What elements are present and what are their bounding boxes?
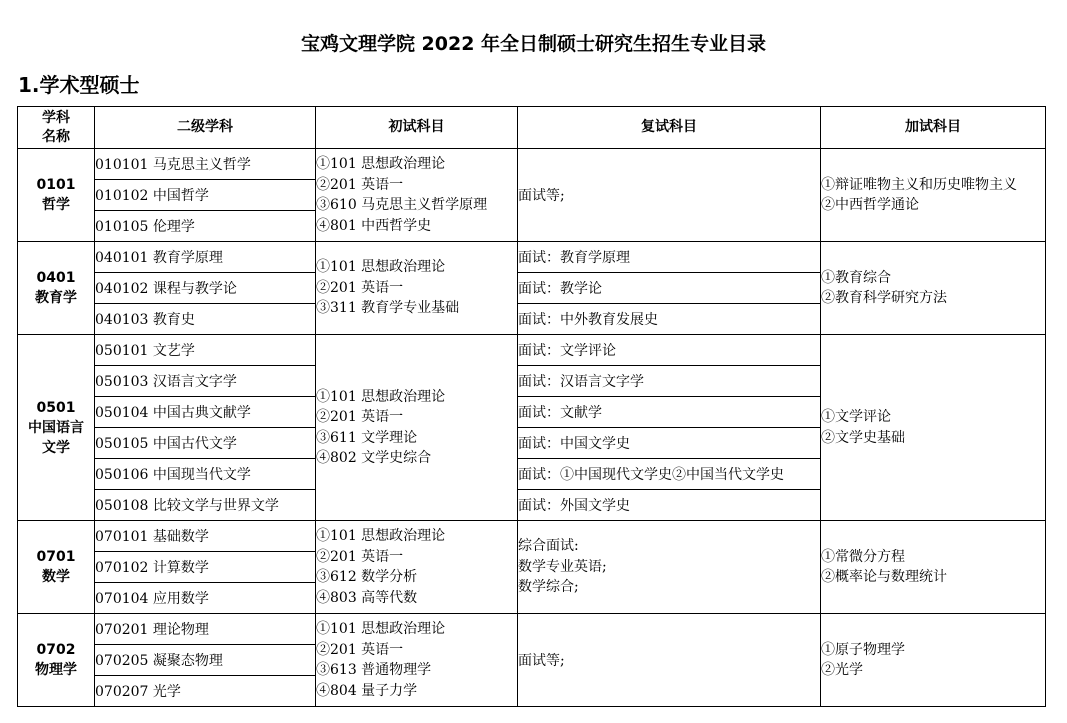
retest-cell: 面试等; [518, 614, 821, 707]
extra-exam-cell: ①教育综合 ②教育科学研究方法 [821, 242, 1046, 335]
sub-discipline-cell: 070207 光学 [95, 676, 316, 707]
extra-exam-cell: ①文学评论 ②文学史基础 [821, 335, 1046, 521]
sub-discipline-cell: 070101 基础数学 [95, 521, 316, 552]
sub-discipline-cell: 070102 计算数学 [95, 552, 316, 583]
table-row [18, 521, 1046, 552]
sub-discipline-cell: 040102 课程与教学论 [95, 273, 316, 304]
sub-discipline-cell: 010105 伦理学 [95, 211, 316, 242]
retest-cell: 面试：汉语言文字学 [518, 366, 821, 397]
sub-discipline-cell: 050101 文艺学 [95, 335, 316, 366]
initial-exam-cell: ①101 思想政治理论 ②201 英语一 ③612 数学分析 ④803 高等代数 [316, 521, 518, 614]
header-retest: 复试科目 [518, 107, 821, 149]
discipline-cell-education: 0401 教育学 [18, 242, 95, 335]
table-row [18, 149, 1046, 180]
sub-discipline-cell: 050108 比较文学与世界文学 [95, 490, 316, 521]
header-initial-exam: 初试科目 [316, 107, 518, 149]
discipline-cell-chinese-literature: 0501 中国语言 文学 [18, 335, 95, 521]
table-row [18, 614, 1046, 645]
sub-discipline-cell: 050105 中国古代文学 [95, 428, 316, 459]
discipline-cell-mathematics: 0701 数学 [18, 521, 95, 614]
sub-discipline-cell: 010102 中国哲学 [95, 180, 316, 211]
retest-cell: 面试：中国文学史 [518, 428, 821, 459]
discipline-cell-physics: 0702 物理学 [18, 614, 95, 707]
header-sub-discipline: 二级学科 [95, 107, 316, 149]
header-extra-exam: 加试科目 [821, 107, 1046, 149]
extra-exam-cell: ①原子物理学 ②光学 [821, 614, 1046, 707]
table-header-row [18, 107, 1046, 149]
document-title: 宝鸡文理学院 2022 年全日制硕士研究生招生专业目录 [300, 33, 767, 55]
sub-discipline-cell: 040103 教育史 [95, 304, 316, 335]
sub-discipline-cell: 050103 汉语言文字学 [95, 366, 316, 397]
header-discipline: 学科 名称 [18, 107, 95, 149]
extra-exam-cell: ①常微分方程 ②概率论与数理统计 [821, 521, 1046, 614]
discipline-cell-philosophy: 0101 哲学 [18, 149, 95, 242]
program-catalog-table [17, 106, 1046, 707]
initial-exam-cell: ①101 思想政治理论 ②201 英语一 ③311 教育学专业基础 [316, 242, 518, 335]
initial-exam-cell: ①101 思想政治理论 ②201 英语一 ③611 文学理论 ④802 文学史综合 [316, 335, 518, 521]
retest-cell: 面试：外国文学史 [518, 490, 821, 521]
section-heading: 1.学术型硕士 [18, 73, 140, 97]
retest-cell: 面试：①中国现代文学史②中国当代文学史 [518, 459, 821, 490]
sub-discipline-cell: 070201 理论物理 [95, 614, 316, 645]
initial-exam-cell: ①101 思想政治理论 ②201 英语一 ③610 马克思主义哲学原理 ④801 中西哲学史 [316, 149, 518, 242]
table-row [18, 242, 1046, 273]
retest-cell: 面试：中外教育发展史 [518, 304, 821, 335]
retest-cell: 面试：文学评论 [518, 335, 821, 366]
sub-discipline-cell: 050104 中国古典文献学 [95, 397, 316, 428]
initial-exam-cell: ①101 思想政治理论 ②201 英语一 ③613 普通物理学 ④804 量子力学 [316, 614, 518, 707]
retest-cell: 面试：文献学 [518, 397, 821, 428]
sub-discipline-cell: 040101 教育学原理 [95, 242, 316, 273]
sub-discipline-cell: 070104 应用数学 [95, 583, 316, 614]
retest-cell: 面试：教育学原理 [518, 242, 821, 273]
table-row [18, 335, 1046, 366]
sub-discipline-cell: 070205 凝聚态物理 [95, 645, 316, 676]
extra-exam-cell: ①辩证唯物主义和历史唯物主义 ②中西哲学通论 [821, 149, 1046, 242]
retest-cell: 综合面试: 数学专业英语; 数学综合; [518, 521, 821, 614]
sub-discipline-cell: 050106 中国现当代文学 [95, 459, 316, 490]
retest-cell: 面试等; [518, 149, 821, 242]
retest-cell: 面试：教学论 [518, 273, 821, 304]
sub-discipline-cell: 010101 马克思主义哲学 [95, 149, 316, 180]
